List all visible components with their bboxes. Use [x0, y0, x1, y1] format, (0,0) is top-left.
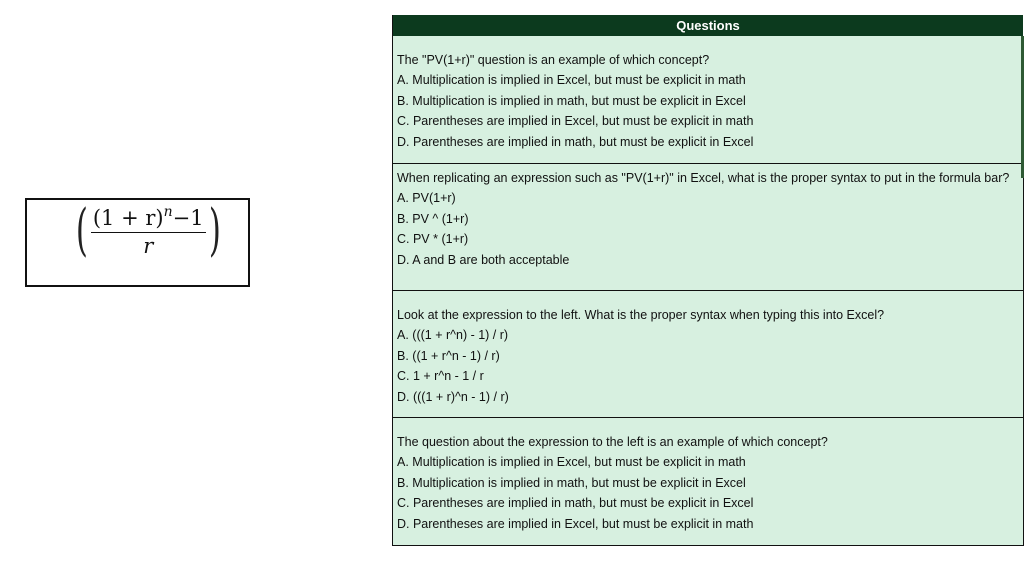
questions-header: Questions: [393, 15, 1023, 36]
option-a[interactable]: A. PV(1+r): [397, 191, 456, 206]
option-d[interactable]: D. (((1 + r)^n - 1) / r): [397, 389, 509, 404]
option-b[interactable]: B. Multiplication is implied in math, but must be explicit in Excel: [397, 475, 746, 490]
question-prompt: Look at the expression to the left. What is the proper syntax when typing this into Excel?: [397, 308, 885, 322]
option-b[interactable]: B. PV ^ (1+r): [397, 211, 469, 226]
question-2: [393, 168, 1023, 270]
fraction: [91, 204, 206, 258]
option-a[interactable]: A. Multiplication is implied in Excel, but must be explicit in math: [397, 73, 746, 88]
question-1: [393, 50, 1023, 152]
numerator-tail: −1: [172, 206, 204, 230]
option-c[interactable]: C. PV * (1+r): [397, 232, 469, 247]
numerator-base: (1 + r): [92, 206, 164, 230]
option-a[interactable]: A. Multiplication is implied in Excel, but must be explicit in math: [397, 455, 746, 470]
option-b[interactable]: B. Multiplication is implied in math, but must be explicit in Excel: [397, 93, 746, 108]
left-paren: (: [75, 198, 88, 263]
row-divider: [393, 163, 1023, 164]
questions-panel: [392, 15, 1023, 546]
row-divider: [393, 417, 1023, 418]
option-d[interactable]: D. Parentheses are implied in Excel, but must be explicit in math: [397, 516, 754, 531]
option-d[interactable]: D. Parentheses are implied in math, but must be explicit in Excel: [397, 134, 754, 149]
question-4: [393, 432, 1023, 534]
formula-box: [25, 198, 250, 287]
denominator: r: [143, 234, 154, 258]
option-d[interactable]: D. A and B are both acceptable: [397, 252, 570, 267]
option-c[interactable]: C. Parentheses are implied in Excel, but must be explicit in math: [397, 114, 754, 129]
option-c[interactable]: C. Parentheses are implied in math, but must be explicit in Excel: [397, 496, 754, 511]
row-divider: [393, 290, 1023, 291]
right-paren: ): [208, 198, 221, 263]
exponent: n: [163, 204, 173, 220]
question-prompt: The question about the expression to the left is an example of which concept?: [397, 435, 828, 449]
option-a[interactable]: A. (((1 + r^n) - 1) / r): [397, 328, 509, 343]
math-expression: [71, 198, 225, 263]
option-b[interactable]: B. ((1 + r^n - 1) / r): [397, 348, 500, 363]
question-3: [393, 305, 1023, 407]
numerator: [91, 204, 206, 232]
question-prompt: The "PV(1+r)" question is an example of which concept?: [397, 53, 710, 67]
question-prompt: When replicating an expression such as "PV(1+r)" in Excel, what is the proper syntax to put in the formula bar?: [397, 171, 1010, 185]
option-c[interactable]: C. 1 + r^n - 1 / r: [397, 369, 484, 384]
